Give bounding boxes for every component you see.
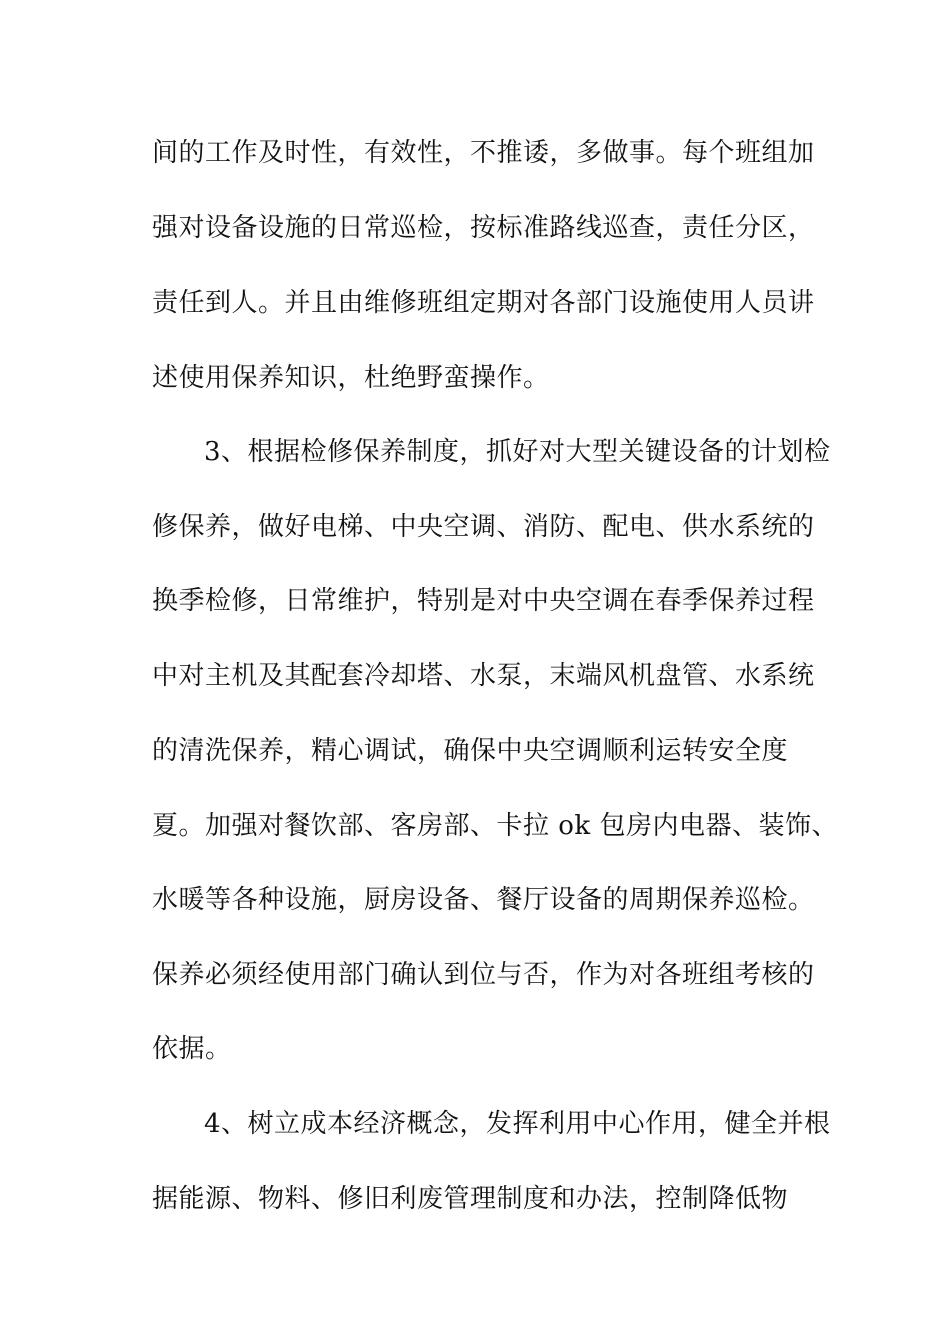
text-line: 的清洗保养，精心调试，确保中央空调顺利运转安全度 — [152, 736, 789, 766]
text-line: 水暖等各种设施，厨房设备、餐厅设备的周期保养巡检。 — [152, 885, 815, 915]
text-line: 换季检修，日常维护，特别是对中央空调在春季保养过程 — [152, 586, 815, 616]
text-line: 保养必须经使用部门确认到位与否，作为对各班组考核的 — [152, 960, 815, 990]
text-line: 强对设备设施的日常巡检，按标准路线巡查，责任分区， — [152, 213, 815, 243]
text-line: 修保养，做好电梯、中央空调、消防、配电、供水系统的 — [152, 512, 815, 542]
text-line: 依据。 — [152, 1034, 232, 1064]
text-line: 3、根据检修保养制度，抓好对大型关键设备的计划检 — [204, 437, 831, 467]
text-line: 4、树立成本经济概念，发挥利用中心作用，健全并根 — [204, 1109, 831, 1139]
text-line: 夏。加强对餐饮部、客房部、卡拉 ok 包房内电器、装饰、 — [152, 811, 838, 841]
text-line: 责任到人。并且由维修班组定期对各部门设施使用人员讲 — [152, 288, 815, 318]
text-line: 述使用保养知识，杜绝野蛮操作。 — [152, 363, 550, 393]
text-line: 中对主机及其配套冷却塔、水泵，末端风机盘管、水系统 — [152, 661, 815, 691]
text-line: 据能源、物料、修旧利废管理制度和办法，控制降低物 — [152, 1184, 789, 1214]
text-line: 间的工作及时性，有效性，不推诿，多做事。每个班组加 — [152, 138, 815, 168]
